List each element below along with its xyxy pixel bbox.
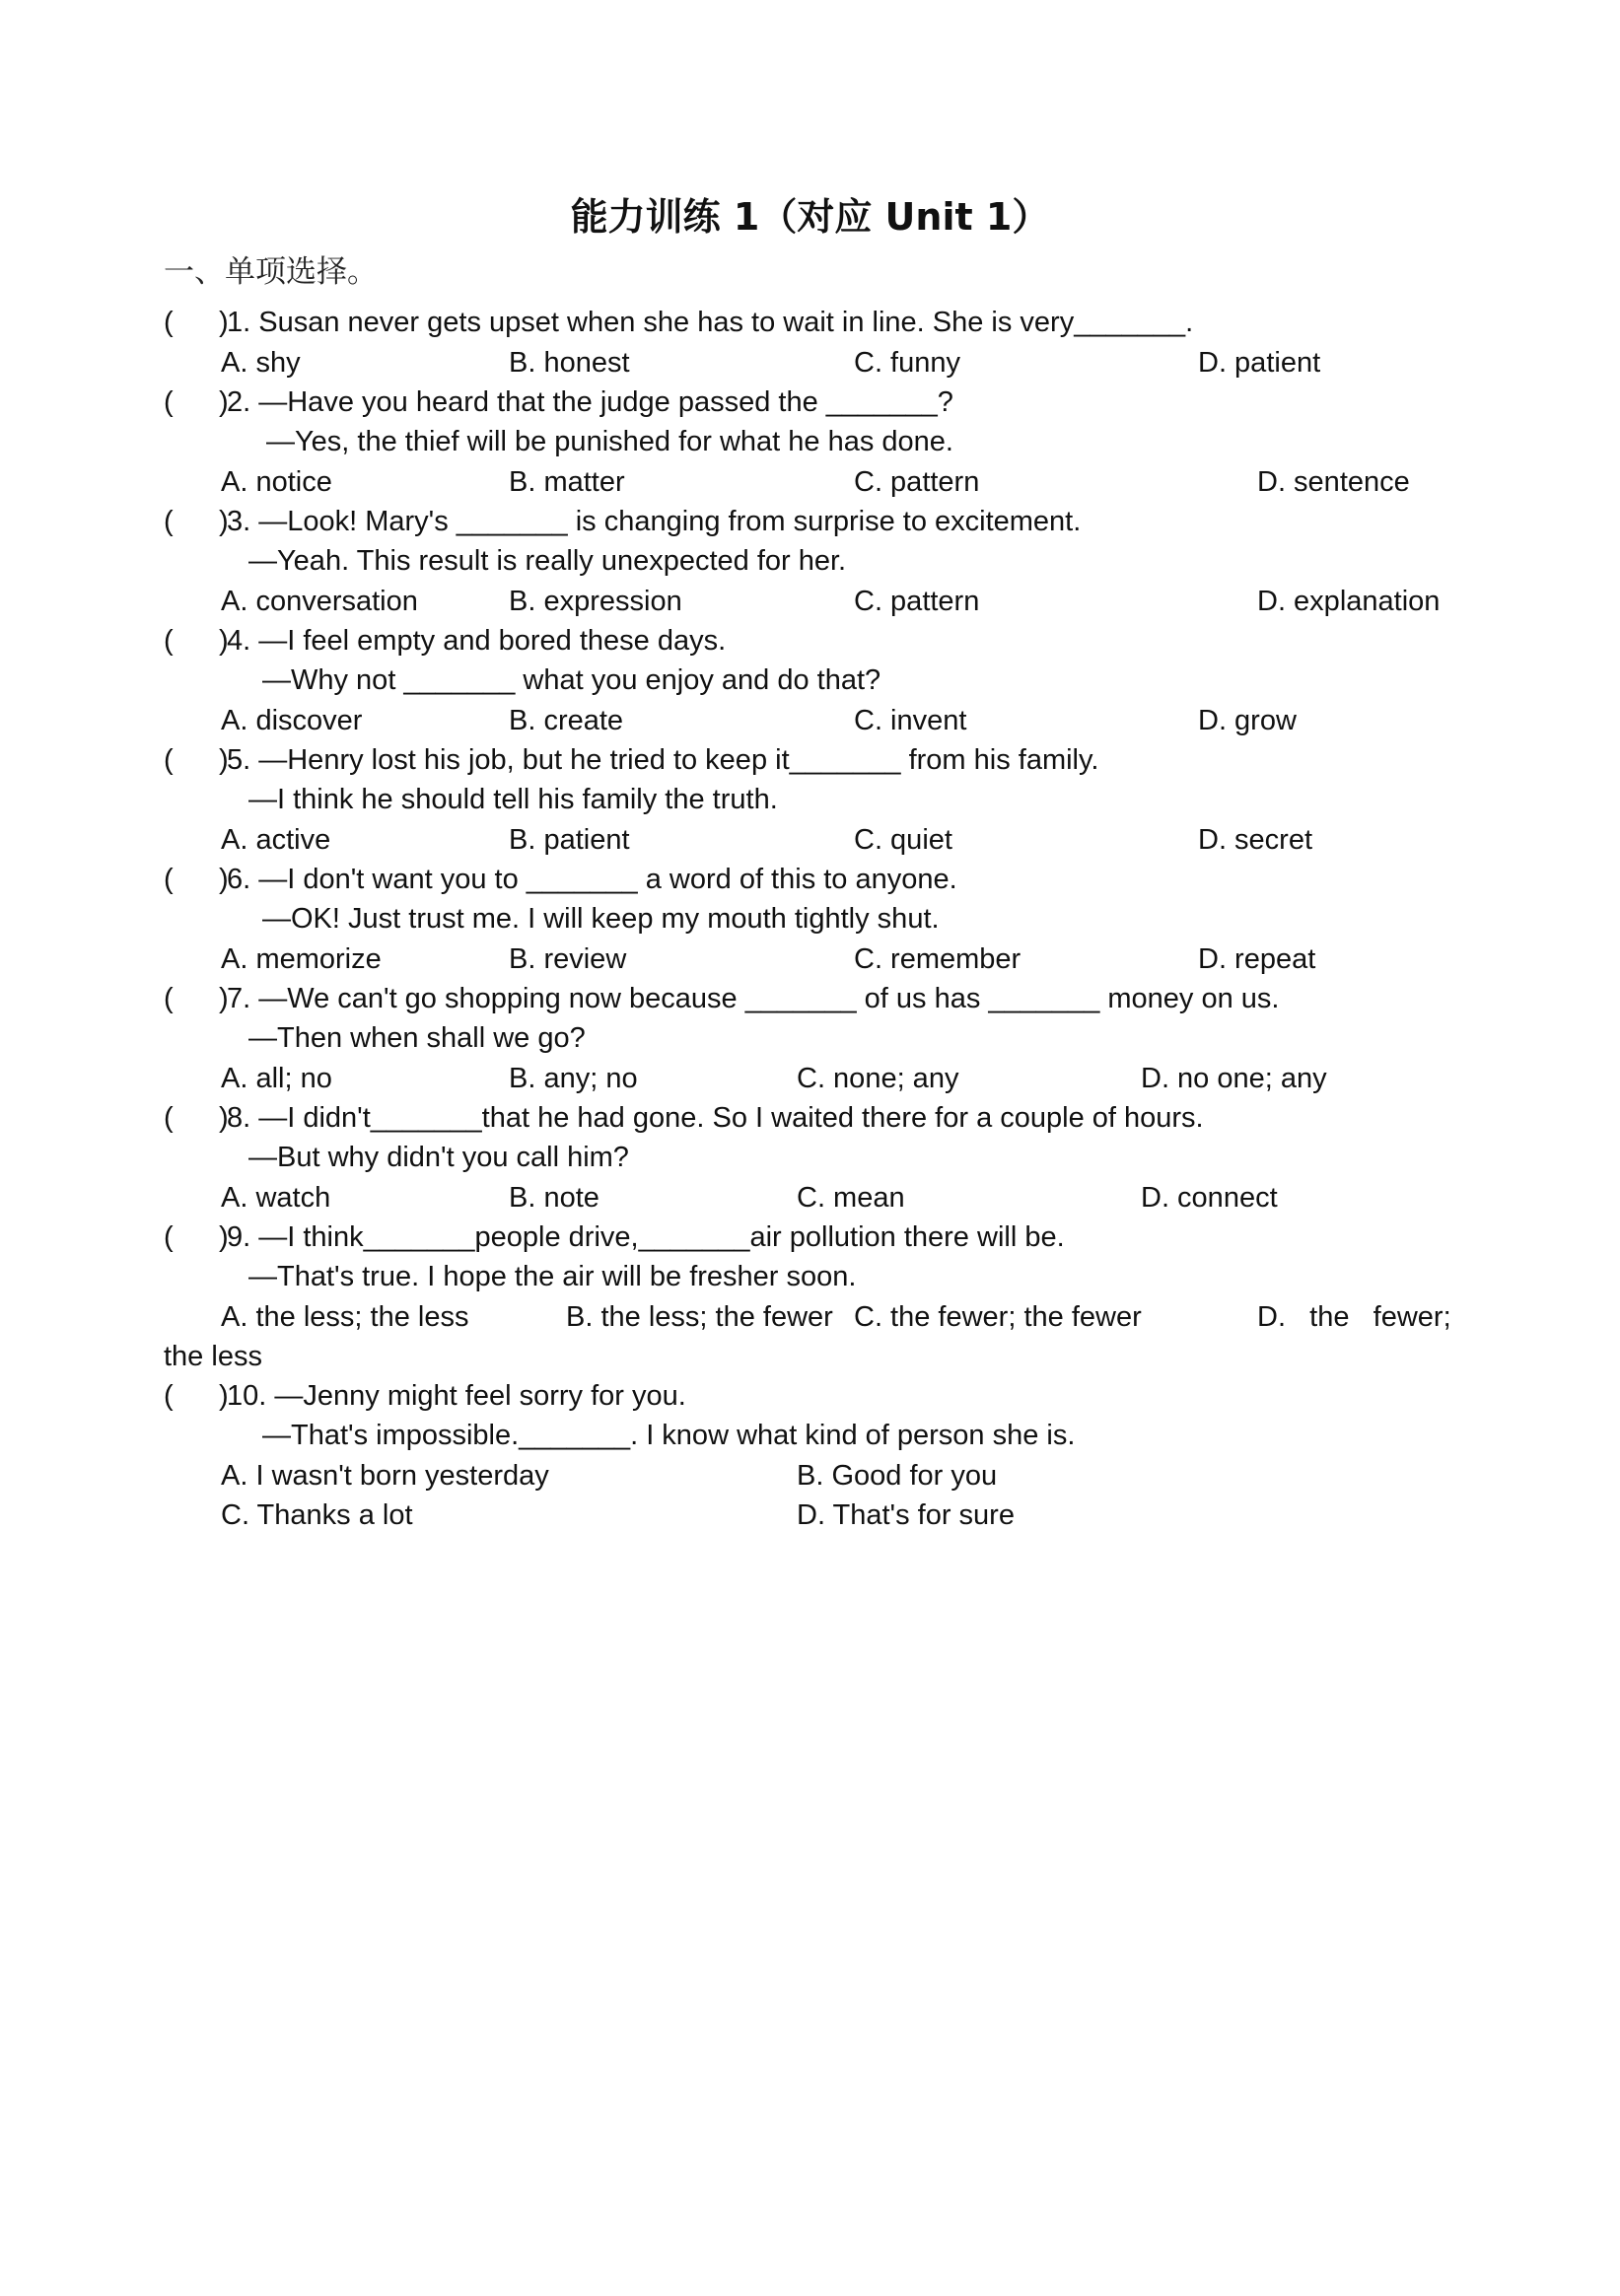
question-7-reply: —Then when shall we go? xyxy=(248,1022,586,1054)
question-10-stem: 10. —Jenny might feel sorry for you. xyxy=(227,1380,686,1412)
answer-paren-open: ( xyxy=(164,625,174,657)
option-b: B. review xyxy=(509,943,627,975)
answer-paren-open: ( xyxy=(164,1221,174,1253)
option-d: D. That's for sure xyxy=(797,1499,1015,1531)
question-8-stem: 8. —I didn't_______that he had gone. So I waited there for a couple of hours. xyxy=(227,1102,1204,1134)
option-a: A. discover xyxy=(221,705,363,736)
answer-paren-close: ) xyxy=(219,1380,229,1412)
option-d: D. patient xyxy=(1198,347,1321,379)
question-2-reply: —Yes, the thief will be punished for what he has done. xyxy=(266,426,953,457)
question-3-reply: —Yeah. This result is really unexpected for her. xyxy=(248,545,847,577)
question-4-stem: 4. —I feel empty and bored these days. xyxy=(227,625,727,657)
section-heading: 一、单项选择。 xyxy=(164,254,378,290)
option-a: A. all; no xyxy=(221,1063,332,1094)
option-a: A. the less; the less xyxy=(221,1301,469,1333)
question-10-reply: —That's impossible._______. I know what kind of person she is. xyxy=(262,1420,1076,1451)
question-2-stem: 2. —Have you heard that the judge passed the _______? xyxy=(227,386,953,418)
option-c: C. quiet xyxy=(854,824,952,856)
question-6-stem: 6. —I don't want you to _______ a word of this to anyone. xyxy=(227,864,957,895)
option-c: C. mean xyxy=(797,1182,905,1214)
option-d: D. repeat xyxy=(1198,943,1316,975)
option-d: D. sentence xyxy=(1257,466,1410,498)
question-6-reply: —OK! Just trust me. I will keep my mouth tightly shut. xyxy=(262,903,940,935)
option-c: C. the fewer; the fewer xyxy=(854,1301,1142,1333)
question-1-stem: 1. Susan never gets upset when she has to wait in line. She is very_______. xyxy=(227,307,1194,338)
option-a: A. I wasn't born yesterday xyxy=(221,1460,549,1492)
answer-paren-open: ( xyxy=(164,1380,174,1412)
answer-paren-open: ( xyxy=(164,864,174,895)
page-title: 能力训练 1（对应 Unit 1） xyxy=(570,195,1050,239)
answer-paren-close: ) xyxy=(219,506,229,537)
option-b: B. create xyxy=(509,705,624,736)
question-5-reply: —I think he should tell his family the truth. xyxy=(248,784,778,815)
option-d: D. secret xyxy=(1198,824,1313,856)
option-a: A. watch xyxy=(221,1182,331,1214)
answer-paren-open: ( xyxy=(164,506,174,537)
option-c: C. invent xyxy=(854,705,967,736)
option-b: B. Good for you xyxy=(797,1460,998,1492)
option-c: C. none; any xyxy=(797,1063,959,1094)
answer-paren-close: ) xyxy=(219,864,229,895)
answer-paren-open: ( xyxy=(164,744,174,776)
option-c: C. pattern xyxy=(854,586,980,617)
option-b: B. honest xyxy=(509,347,630,379)
option-a: A. shy xyxy=(221,347,301,379)
option-b: B. the less; the fewer xyxy=(566,1301,833,1333)
option-d: D. connect xyxy=(1141,1182,1278,1214)
option-d-continued: the less xyxy=(164,1341,262,1372)
option-d: D. explanation xyxy=(1257,586,1441,617)
option-c: C. Thanks a lot xyxy=(221,1499,413,1531)
option-a: A. active xyxy=(221,824,331,856)
answer-paren-close: ) xyxy=(219,1221,229,1253)
option-a: A. conversation xyxy=(221,586,418,617)
option-b: B. note xyxy=(509,1182,599,1214)
answer-paren-close: ) xyxy=(219,983,229,1014)
option-a: A. notice xyxy=(221,466,332,498)
answer-paren-open: ( xyxy=(164,1102,174,1134)
question-3-stem: 3. —Look! Mary's _______ is changing from surprise to excitement. xyxy=(227,506,1082,537)
answer-paren-open: ( xyxy=(164,386,174,418)
question-4-reply: —Why not _______ what you enjoy and do that? xyxy=(262,664,881,696)
question-7-stem: 7. —We can't go shopping now because _______ of us has _______ money on us. xyxy=(227,983,1280,1014)
option-d: D. grow xyxy=(1198,705,1297,736)
answer-paren-close: ) xyxy=(219,1102,229,1134)
answer-paren-close: ) xyxy=(219,307,229,338)
option-c: C. pattern xyxy=(854,466,980,498)
answer-paren-close: ) xyxy=(219,386,229,418)
answer-paren-open: ( xyxy=(164,983,174,1014)
option-a: A. memorize xyxy=(221,943,382,975)
question-9-stem: 9. —I think_______people drive,_______air pollution there will be. xyxy=(227,1221,1065,1253)
option-b: B. matter xyxy=(509,466,625,498)
question-9-reply: —That's true. I hope the air will be fresher soon. xyxy=(248,1261,857,1292)
answer-paren-open: ( xyxy=(164,307,174,338)
question-8-reply: —But why didn't you call him? xyxy=(248,1142,629,1173)
option-b: B. patient xyxy=(509,824,630,856)
option-b: B. any; no xyxy=(509,1063,638,1094)
answer-paren-close: ) xyxy=(219,625,229,657)
answer-paren-close: ) xyxy=(219,744,229,776)
option-c: C. remember xyxy=(854,943,1021,975)
option-b: B. expression xyxy=(509,586,682,617)
option-c: C. funny xyxy=(854,347,960,379)
question-5-stem: 5. —Henry lost his job, but he tried to keep it_______ from his family. xyxy=(227,744,1099,776)
option-d: D. no one; any xyxy=(1141,1063,1327,1094)
option-d: D. the fewer; xyxy=(1257,1301,1451,1333)
